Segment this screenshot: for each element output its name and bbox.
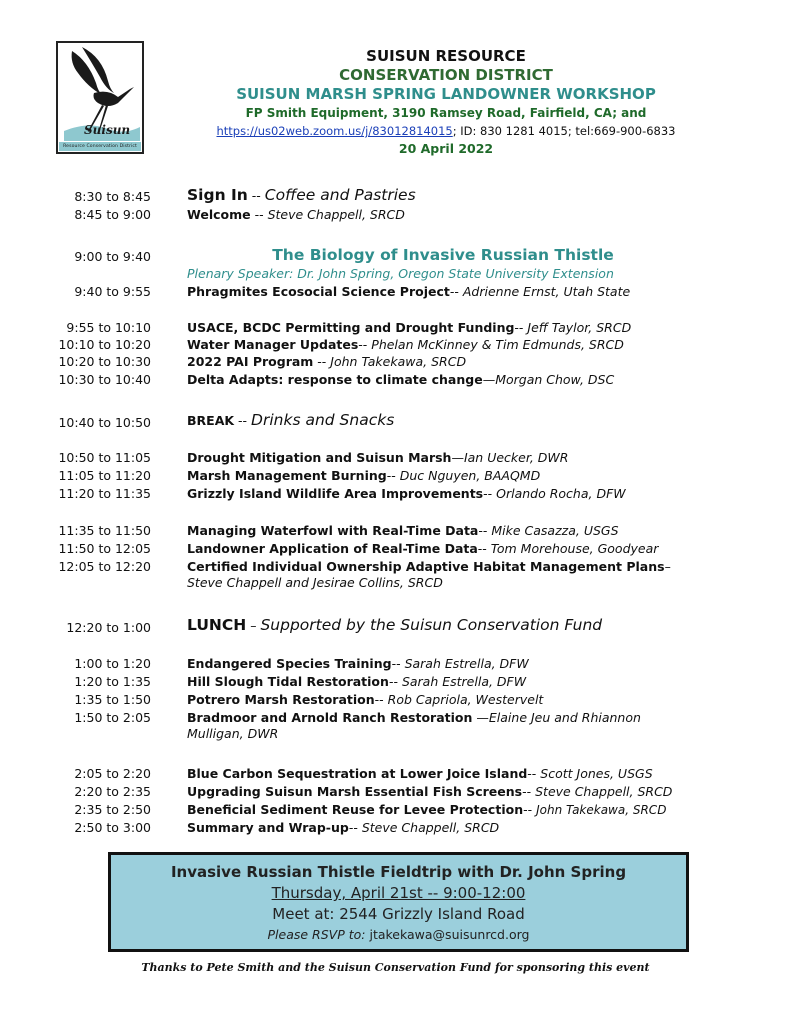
title: Summary and Wrap-up (187, 820, 349, 835)
header (160, 47, 732, 158)
sep: – (246, 618, 261, 633)
sep: -- (348, 820, 362, 835)
footer-thanks: Thanks to Pete Smith and the Suisun Conservation Fund for sponsoring this event (141, 961, 650, 974)
title: Water Manager Updates (187, 337, 359, 352)
fieldtrip-box (108, 852, 689, 952)
sep: – (664, 559, 671, 574)
time: 11:20 to 11:35 (58, 486, 151, 501)
sep: -- (234, 413, 252, 428)
title: Bradmoor and Arnold Ranch Restoration (187, 710, 473, 725)
time: 2:20 to 2:35 (74, 784, 151, 799)
header-line1: SUISUN RESOURCE (366, 47, 526, 65)
title: Blue Carbon Sequestration at Lower Joice Island (187, 766, 528, 781)
speaker: Steve Chappell, SRCD (267, 207, 405, 222)
time: 2:35 to 2:50 (74, 802, 151, 817)
logo-word: Suisun (84, 123, 131, 137)
time: 10:40 to 10:50 (58, 415, 151, 430)
sep: -- (386, 468, 400, 483)
sep: -- (514, 320, 528, 335)
sep: -- (250, 207, 268, 222)
speaker: Elaine Jeu and Rhiannon (488, 710, 641, 725)
fieldtrip-title: Invasive Russian Thistle Fieldtrip with Dr. John Spring (170, 863, 627, 881)
title: Endangered Species Training (187, 656, 392, 671)
time: 9:40 to 9:55 (74, 284, 151, 299)
time: 10:30 to 10:40 (58, 372, 151, 387)
header-date: 20 April 2022 (398, 141, 494, 156)
sep: -- (388, 674, 402, 689)
time: 1:35 to 1:50 (74, 692, 151, 707)
time: 9:55 to 10:10 (66, 320, 151, 335)
title: Drought Mitigation and Suisun Marsh (187, 450, 452, 465)
sep: -- (313, 354, 331, 369)
speaker: Morgan Chow, DSC (495, 372, 615, 387)
sep: -- (527, 766, 541, 781)
time: 1:20 to 1:35 (74, 674, 151, 689)
header-location: FP Smith Equipment, 3190 Ramsey Road, Fairfield, CA; and (245, 106, 647, 120)
fieldtrip-rsvp (111, 925, 686, 944)
speaker: Steve Chappell, SRCD (361, 820, 500, 835)
time: 11:50 to 12:05 (58, 541, 151, 556)
sep: -- (247, 188, 265, 203)
suisun-rcd-logo (56, 41, 144, 154)
time: 11:05 to 11:20 (58, 468, 151, 483)
header-line3: SUISUN MARSH SPRING LANDOWNER WORKSHOP (236, 85, 656, 103)
header-line2: CONSERVATION DISTRICT (339, 66, 553, 84)
speaker: Rob Capriola, Westervelt (387, 692, 544, 707)
title: Phragmites Ecosocial Science Project (187, 284, 450, 299)
title: Upgrading Suisun Marsh Essential Fish Screens (187, 784, 523, 799)
time: 11:35 to 11:50 (58, 523, 151, 538)
title: Delta Adapts: response to climate change (187, 372, 483, 387)
title: Welcome (187, 207, 251, 222)
title: Potrero Marsh Restoration (187, 692, 375, 707)
title: LUNCH (187, 616, 247, 634)
speaker: Tom Morehouse, Goodyear (490, 541, 659, 556)
logo-subtitle: Resource Conservation District (59, 142, 141, 151)
zoom-details: ; ID: 830 1281 4015; tel:669-900-6833 (452, 124, 676, 138)
speaker: Supported by the Suisun Conservation Fund (260, 616, 603, 634)
speaker: Adrienne Ernst, Utah State (462, 284, 631, 299)
time: 10:10 to 10:20 (58, 337, 151, 352)
title: Beneficial Sediment Reuse for Levee Protection (187, 802, 524, 817)
sep: — (472, 710, 489, 725)
time: 1:50 to 2:05 (74, 710, 151, 725)
title: 2022 PAI Program (187, 354, 314, 369)
title: Hill Slough Tidal Restoration (187, 674, 389, 689)
speaker-cont: Mulligan, DWR (187, 726, 279, 741)
time: 1:00 to 1:20 (74, 656, 151, 671)
speaker: Coffee and Pastries (264, 186, 416, 204)
header-zoom (160, 122, 732, 140)
sep: -- (374, 692, 388, 707)
sep: -- (358, 337, 372, 352)
sep: -- (449, 284, 463, 299)
fieldtrip-date: Thursday, April 21st -- 9:00-12:00 (271, 884, 526, 902)
speaker: Duc Nguyen, BAAQMD (399, 468, 541, 483)
time: 10:50 to 11:05 (58, 450, 151, 465)
time: 2:50 to 3:00 (74, 820, 151, 835)
speaker: Steve Chappell, SRCD (535, 784, 673, 799)
title: Marsh Management Burning (187, 468, 387, 483)
time: 9:00 to 9:40 (74, 249, 151, 264)
speaker: Sarah Estrella, DFW (404, 656, 529, 671)
speaker: John Takekawa, SRCD (330, 354, 467, 369)
sep: — (482, 372, 496, 387)
sep: -- (391, 656, 405, 671)
sep: -- (522, 784, 536, 799)
rsvp-email[interactable]: jtakekawa@suisunrcd.org (365, 927, 530, 942)
speaker: Ian Uecker, DWR (463, 450, 569, 465)
time: 10:20 to 10:30 (58, 354, 151, 369)
title: Sign In (187, 186, 248, 204)
speaker: Steve Chappell and Jesirae Collins, SRCD (187, 575, 443, 590)
title: USACE, BCDC Permitting and Drought Funding (187, 320, 515, 335)
plenary-speaker: Plenary Speaker: Dr. John Spring, Oregon State University Extension (187, 266, 614, 281)
title: BREAK (187, 413, 235, 428)
title: Landowner Application of Real-Time Data (187, 541, 478, 556)
rsvp-label: Please RSVP to: (267, 927, 366, 942)
time: 12:05 to 12:20 (58, 559, 151, 574)
time: 8:45 to 9:00 (74, 207, 151, 222)
time: 2:05 to 2:20 (74, 766, 151, 781)
speaker: Mike Casazza, USGS (491, 523, 619, 538)
speaker: Scott Jones, USGS (540, 766, 653, 781)
speaker: Sarah Estrella, DFW (401, 674, 527, 689)
speaker: John Takekawa, SRCD (536, 803, 667, 817)
time: 8:30 to 8:45 (74, 189, 151, 204)
speaker: Drinks and Snacks (251, 411, 395, 429)
speaker: Orlando Rocha, DFW (496, 486, 626, 501)
sep: -- (478, 523, 492, 538)
speaker: Jeff Taylor, SRCD (527, 320, 632, 335)
speaker: Phelan McKinney & Tim Edmunds, SRCD (371, 337, 624, 352)
plenary-title: The Biology of Invasive Russian Thistle (272, 246, 614, 264)
time: 12:20 to 1:00 (66, 620, 151, 635)
title: Certified Individual Ownership Adaptive Habitat Management Plans (187, 559, 665, 574)
sep: -- (483, 486, 497, 501)
title: Grizzly Island Wildlife Area Improvements (187, 486, 484, 501)
title: Managing Waterfowl with Real-Time Data (187, 523, 479, 538)
zoom-link[interactable]: https://us02web.zoom.us/j/83012814015 (216, 124, 453, 138)
sep: — (451, 450, 464, 465)
sep: -- (523, 802, 537, 817)
sep: -- (477, 541, 491, 556)
fieldtrip-location: Meet at: 2544 Grizzly Island Road (272, 905, 525, 923)
